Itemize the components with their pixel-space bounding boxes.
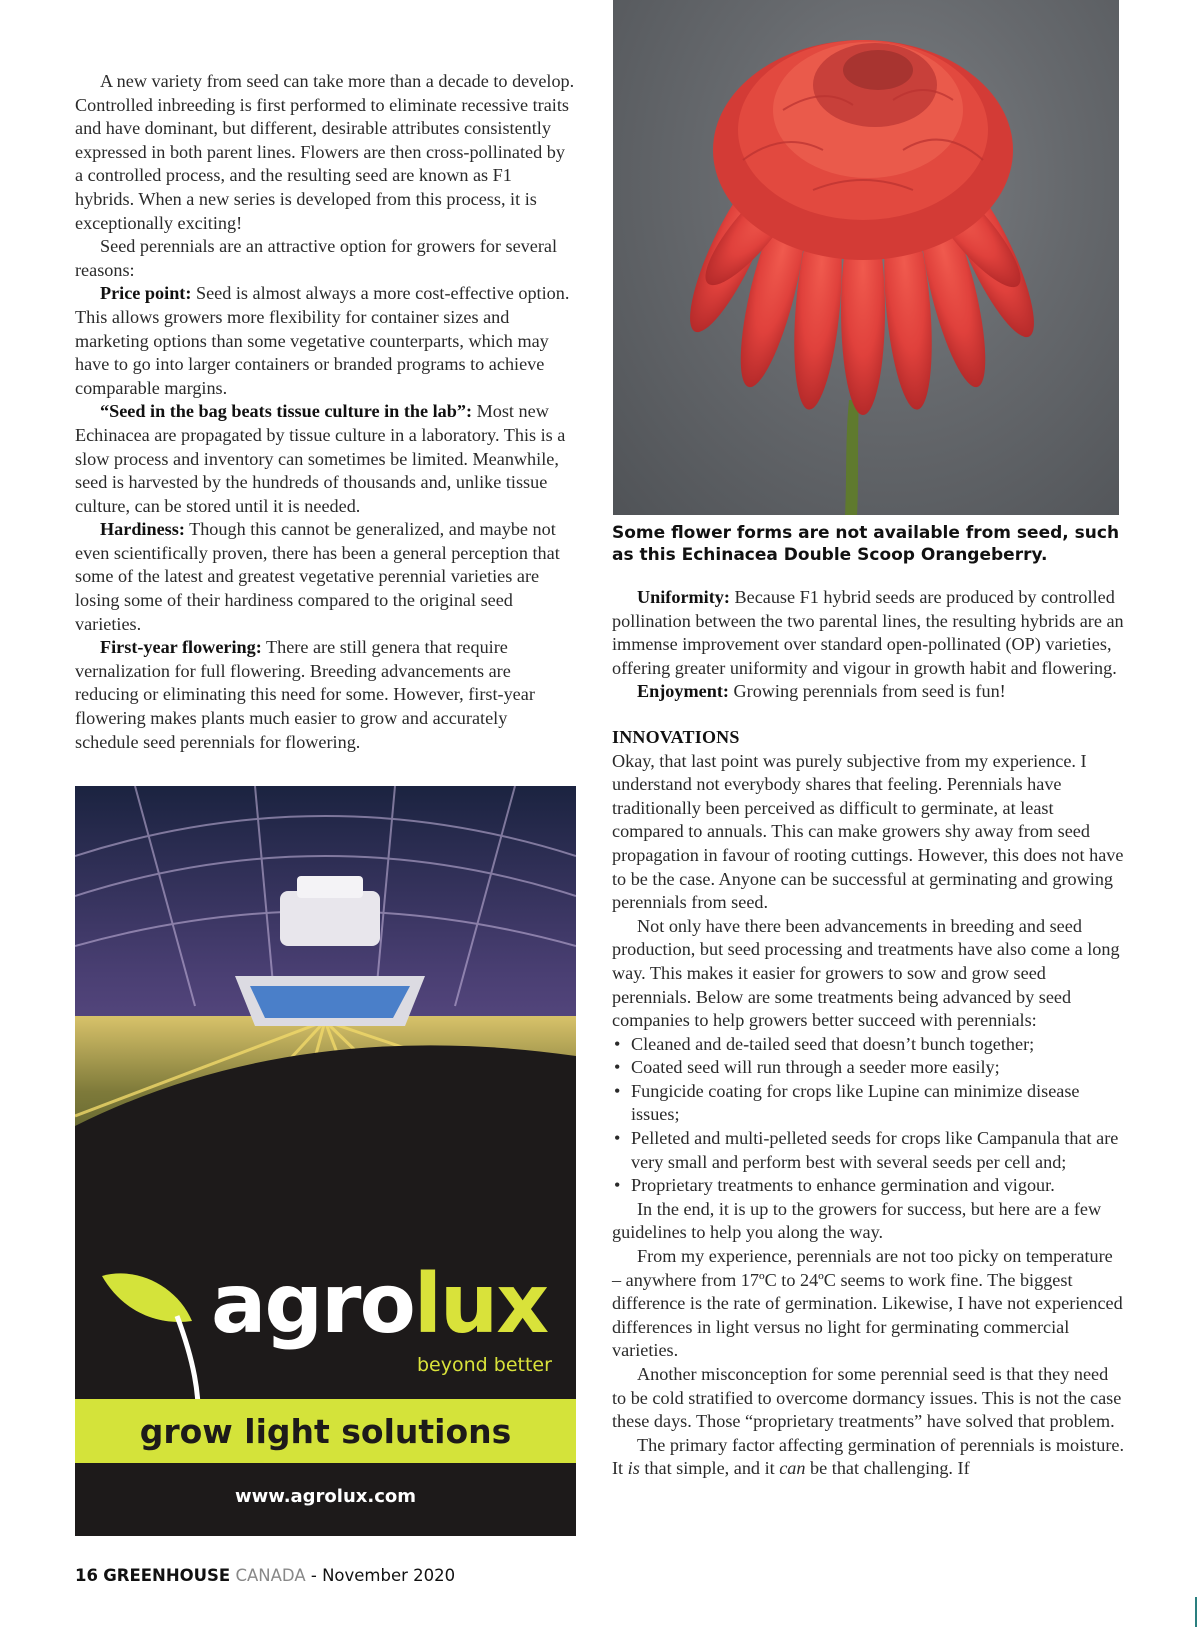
agrolux-advertisement[interactable] xyxy=(75,786,576,1536)
paragraph-text: Because F1 hybrid seeds are produced by controlled pollination between the two parental lines, the resulting hybrids are an immense improvement over standard open-pollinated (OP) varieties, offering greater uniformity and vigour in growth habit and flowering. xyxy=(612,587,1124,678)
paragraph xyxy=(75,400,575,518)
flower-illustration xyxy=(613,0,1119,515)
list-item: • Pelleted and multi-pelleted seeds for crops like Campanula that are very small and perform best with several seeds per cell and; xyxy=(612,1127,1126,1174)
paragraph-text: Growing perennials from seed is fun! xyxy=(728,681,1006,702)
greenhouse-photo xyxy=(75,786,576,1206)
paragraph xyxy=(75,282,575,400)
paragraph xyxy=(612,586,1126,680)
paragraph-text: The primary factor affecting germination of perennials is moisture. It xyxy=(612,1434,1125,1479)
magazine-name-suffix: CANADA xyxy=(235,1566,306,1585)
paragraph-text: Most new Echinacea are propagated by tissue culture in a laboratory. This is a slow process and inventory can sometimes be limited. Meanwhile, seed is harvested by the hundreds of thousands and, unlike tissue culture, can be stored until it is needed. xyxy=(75,401,566,516)
run-in-heading: First-year flowering: xyxy=(100,637,262,658)
treatment-list xyxy=(612,1033,1126,1198)
right-column xyxy=(612,586,1126,1481)
run-in-heading: Uniformity: xyxy=(637,587,730,607)
run-in-heading: Price point: xyxy=(100,283,192,304)
agrolux-logo xyxy=(211,1257,548,1352)
magazine-name: GREENHOUSE xyxy=(103,1566,231,1585)
list-item: • Coated seed will run through a seeder more easily; xyxy=(612,1056,1126,1080)
section-heading: INNOVATIONS xyxy=(612,726,740,747)
paragraph-text: that simple, and it xyxy=(639,1458,780,1479)
paragraph: Another misconception for some perennial seed is that they need to be cold stratified to overcome dormancy issues. This is not the case these days. Those “proprietary treatments” have solved that problem. xyxy=(612,1364,1122,1432)
left-column xyxy=(75,70,575,754)
emphasis: is xyxy=(627,1458,640,1479)
paragraph: A new variety from seed can take more than a decade to develop. Controlled inbreeding is first performed to eliminate recessive traits and have dominant, but different, desirable attributes consistently expressed in both parent lines. Flowers are then cross-pollinated by a controlled process, and the resulting seed are known as F1 hybrids. When a new series is developed from this process, it is exceptionally exciting! xyxy=(75,71,575,233)
paragraph: Seed perennials are an attractive option for growers for several reasons: xyxy=(75,236,558,280)
logo-text-agro: agro xyxy=(211,1257,414,1352)
paragraph-text: Seed is almost always a more cost-effective option. This allows growers more flexibility for container sizes and marketing options than some vegetative counterparts, which may have to go into larger containers or branded programs to achieve comparable margins. xyxy=(75,283,570,398)
paragraph xyxy=(75,518,575,636)
page-number: 16 xyxy=(75,1566,98,1585)
run-in-heading: Hardiness: xyxy=(100,519,185,540)
issue-date: - November 2020 xyxy=(310,1566,456,1585)
paragraph xyxy=(612,1434,1126,1481)
stem xyxy=(845,400,859,515)
paragraph xyxy=(612,680,1126,704)
ad-slogan-band: grow light solutions xyxy=(75,1399,576,1463)
paragraph-text: Though this cannot be generalized, and maybe not even scientifically proven, there has been a general perception that some of the latest and greatest vegetative perennial varieties are losing some of their hardiness compared to the original seed varieties. xyxy=(75,519,560,634)
list-item: • Proprietary treatments to enhance germination and vigour. xyxy=(612,1174,1126,1198)
paragraph: Not only have there been advancements in breeding and seed production, but seed processing and treatments have also come a long way. This makes it easier for growers to sow and grow seed perennials. Below are some treatments being advanced by seed companies to help growers better succeed with perennials: xyxy=(612,915,1120,1031)
echinacea-photo xyxy=(613,0,1119,515)
emphasis: can xyxy=(779,1458,806,1479)
logo-text-lux: lux xyxy=(413,1257,548,1352)
page-footer xyxy=(75,1566,455,1585)
list-item: • Cleaned and de-tailed seed that doesn’t bunch together; xyxy=(612,1033,1126,1057)
paragraph: From my experience, perennials are not too picky on temperature – anywhere from 17ºC to 24ºC seems to work fine. The biggest difference is the rate of germination. Likewise, I have not experienced differences in light versus no light for germinating commercial varieties. xyxy=(612,1246,1123,1361)
run-in-heading: “Seed in the bag beats tissue culture in the lab”: xyxy=(100,401,473,422)
photo-caption: Some flower forms are not available from seed, such as this Echinacea Double Scoop Orangeberry. xyxy=(612,523,1120,565)
paragraph xyxy=(75,636,575,754)
ad-url-link[interactable]: www.agrolux.com xyxy=(234,1486,417,1507)
page-edge-marker xyxy=(1195,1597,1197,1627)
paragraph-text: There are still genera that require vernalization for full flowering. Breeding advancements are reducing or eliminating this need for some. However, first-year flowering makes plants much easier to grow and accurately schedule seed perennials for flowering. xyxy=(75,637,535,752)
paragraph: In the end, it is up to the growers for success, but here are a few guidelines to help you along the way. xyxy=(612,1198,1102,1243)
run-in-heading: Enjoyment: xyxy=(637,681,729,702)
ad-tagline: beyond better xyxy=(417,1354,552,1376)
paragraph-text: be that challenging. If xyxy=(805,1458,970,1479)
paragraph: Okay, that last point was purely subjective from my experience. I understand not everybody shares that feeling. Perennials have traditionally been perceived as difficult to germinate, at least compared to annuals. This can make growers shy away from seed propagation in favour of rooting cuttings. However, this does not have to be the case. Anyone can be successful at germinating and growing perennials from seed. xyxy=(612,750,1124,913)
list-item: • Fungicide coating for crops like Lupine can minimize disease issues; xyxy=(612,1080,1126,1127)
